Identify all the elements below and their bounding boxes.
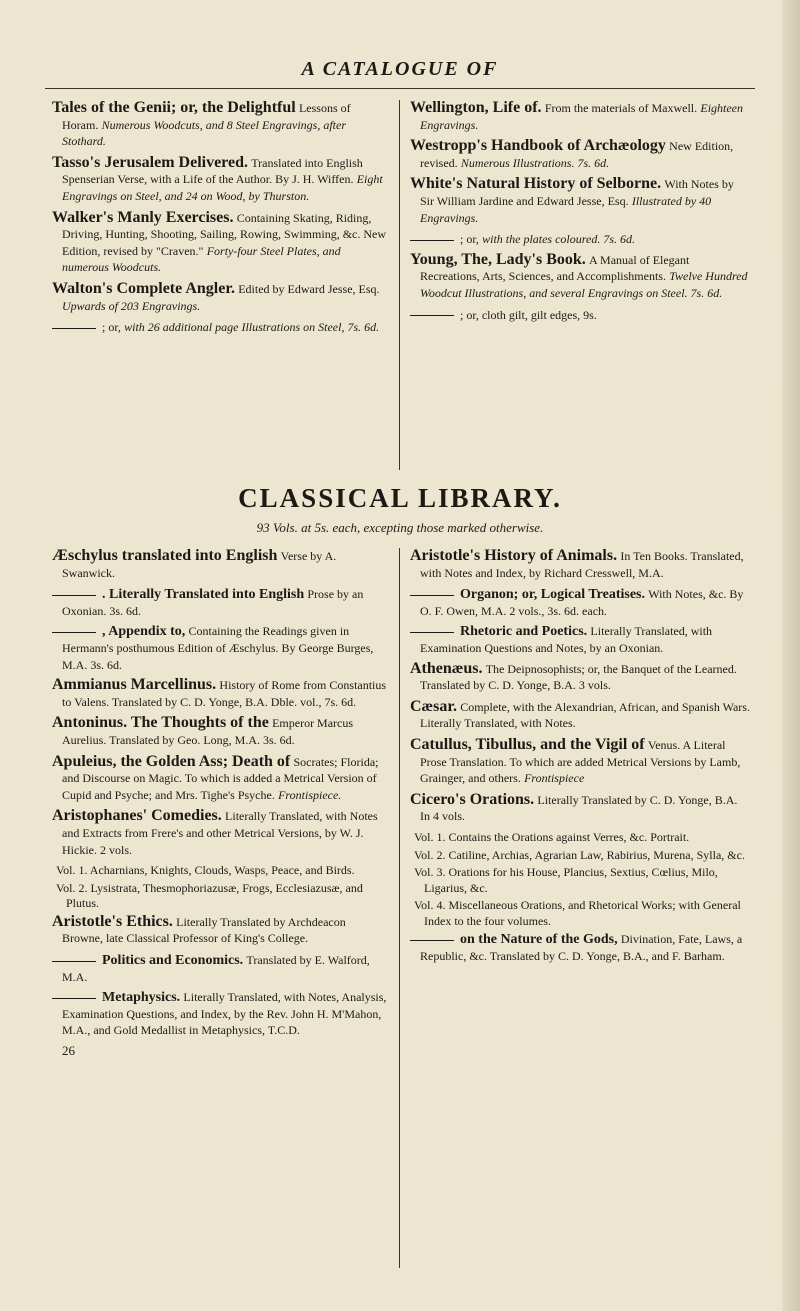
entry-text: Prose by an Oxonian. 3s. 6d.: [62, 587, 364, 618]
entry-text: Translated by E. Walford, M.A.: [62, 953, 370, 984]
ditto-rule: [410, 940, 454, 941]
ditto-rule: [410, 240, 454, 241]
entry-subtitle: . Literally Translated into English: [102, 587, 305, 603]
entry-illustrations: Upwards of 203 Engravings.: [62, 298, 201, 313]
classical-right-column: [410, 548, 750, 969]
catalogue-entry: [52, 100, 387, 150]
entry-illustrations: Numerous Illustrations. 7s. 6d.: [460, 155, 610, 170]
entry-text: Socrates; Florida; and Discourse on Magic. To which is added a Metrical Version of Cupid and Psyche; and Mrs. Tighe's Psyche.: [62, 754, 379, 802]
ditto-rule: [52, 595, 96, 596]
catalogue-entry: [410, 792, 750, 825]
catalogue-entry: [410, 737, 750, 787]
entry-text: Literally Translated, with Notes, Analysis, Examination Questions, and Index, by the Rev. John H. M'Mahon, M.A., and Gold Medallist in Metaphysics, T.C.D.: [62, 990, 387, 1038]
column-divider-bottom: [399, 548, 400, 1268]
catalogue-entry: [410, 252, 750, 302]
entry-text: With Notes by Sir William Jardine and Edward Jesse, Esq.: [420, 177, 734, 208]
entry-text: Literally Translated, with Notes and Extracts from Frere's and other Metrical Versions, by W. J. Hickie. 2 vols.: [62, 809, 378, 857]
ditto-rule: [52, 328, 96, 329]
entry-text: Verse by A. Swanwick.: [62, 549, 337, 580]
entry-text: Containing the Readings given in Hermann's posthumous Edition of Æschylus. By George Burges, M.A. 3s. 6d.: [62, 624, 374, 672]
catalogue-entry: [52, 623, 387, 673]
entry-text: Edited by Edward Jesse, Esq.: [238, 281, 380, 296]
entry-subtitle: on the Nature of the Gods,: [460, 932, 618, 948]
entry-text: Emperor Marcus Aurelius. Translated by Geo. Long, M.A. 3s. 6d.: [62, 716, 354, 747]
catalogue-entry: [410, 231, 750, 248]
classical-left-column: [52, 548, 387, 1059]
catalogue-entry: [52, 754, 387, 804]
entry-title: Tales of the Genii; or, the Delightful: [52, 99, 296, 116]
entry-text: Literally Translated by C. D. Yonge, B.A. In 4 vols.: [420, 792, 738, 824]
entry-text: A Manual of Elegant Recreations, Arts, Sciences, and Accomplishments.: [420, 252, 690, 284]
entry-title: Cæsar.: [410, 697, 457, 715]
entry-illustrations: Numerous Woodcuts, and 8 Steel Engravings, after Stothard.: [62, 117, 347, 149]
volume-line: Vol. 2. Lysistrata, Thesmophoriazusæ, Frogs, Ecclesiazusæ, and Plutus.: [56, 880, 363, 911]
entry-title: Aristotle's Ethics.: [52, 912, 173, 930]
catalogue-entry: [52, 952, 387, 985]
catalogue-entry: [410, 548, 750, 581]
entry-title: Young, The, Lady's Book.: [410, 250, 586, 268]
catalogue-entry: [52, 210, 387, 276]
volume-line: Vol. 3. Orations for his House, Plancius, Sextius, Cœlius, Milo, Ligarius, &c.: [414, 865, 718, 895]
entry-text: In Ten Books. Translated, with Notes and Index, by Richard Cresswell, M.A.: [420, 549, 744, 580]
entry-text: Lessons of Horam.: [62, 101, 351, 132]
entry-text: Translated into English Spenserian Verse, with a Life of the Author. By J. H. Wiffen.: [62, 155, 363, 187]
entry-subtitle: Rhetoric and Poetics.: [460, 624, 588, 640]
ditto-rule: [52, 998, 96, 999]
entry-title: Æschylus translated into English: [52, 547, 278, 564]
entry-illustrations: Forty-four Steel Plates, and numerous Woodcuts.: [62, 243, 341, 275]
catalogue-entry: [52, 586, 387, 619]
section-note: 93 Vols. at 5s. each, excepting those marked otherwise.: [256, 520, 544, 535]
entry-title: Ammianus Marcellinus.: [52, 676, 217, 694]
section-title: CLASSICAL LIBRARY.: [238, 483, 562, 513]
entry-title: Walker's Manly Exercises.: [52, 208, 234, 226]
catalogue-entry: [52, 548, 387, 581]
catalogue-entry: [52, 715, 387, 748]
entry-illustrations: Eighteen Engravings.: [420, 101, 744, 132]
entry-title: Aristophanes' Comedies.: [52, 807, 222, 825]
column-divider-top: [399, 100, 400, 470]
entry-title: Aristotle's History of Animals.: [410, 547, 618, 564]
entry-illustrations: Frontispiece.: [278, 787, 342, 802]
entry-text: Literally Translated by Archdeacon Browne, late Classical Professor of King's College.: [62, 914, 346, 946]
catalogue-entry: [410, 307, 750, 324]
ditto-rule: [410, 595, 454, 596]
volume-line: Vol. 1. Contains the Orations against Verres, &c. Portrait.: [414, 829, 690, 844]
entry-illustrations: Twelve Hundred Woodcut Illustrations, and several Engravings on Steel. 7s. 6d.: [420, 269, 748, 300]
ditto-rule: [410, 315, 454, 316]
entry-illustrations: with 26 additional page Illustrations on Steel, 7s. 6d.: [124, 320, 380, 335]
page-edge: [782, 0, 800, 1311]
ditto-rule: [52, 961, 96, 962]
entry-text: Complete, with the Alexandrian, African, and Spanish Wars. Literally Translated, with Notes.: [420, 699, 750, 731]
top-right-column: [410, 100, 750, 327]
entry-title: White's Natural History of Selborne.: [410, 175, 662, 193]
volume-line: Vol. 4. Miscellaneous Orations, and Rhetorical Works; with General Index to the four volumes.: [414, 898, 741, 928]
entry-text: ; or,: [102, 320, 121, 335]
entry-illustrations: Frontispiece: [524, 771, 585, 786]
entry-text: ; or, cloth gilt, gilt edges, 9s.: [460, 307, 597, 322]
page-number: 26: [62, 1043, 75, 1059]
entry-text: Divination, Fate, Laws, a Republic, &c. Translated by C. D. Yonge, B.A., and F. Barham.: [420, 932, 743, 964]
catalogue-entry: [52, 155, 387, 205]
header-rule: [45, 88, 755, 89]
entry-text: Venus. A Literal Prose Translation. To which are added Metrical Versions by Lamb, Grainger, and others.: [420, 737, 741, 786]
entry-text: From the materials of Maxwell.: [544, 101, 698, 115]
top-left-column: [52, 100, 387, 340]
catalogue-entry: [410, 586, 750, 619]
catalogue-entry: [410, 699, 750, 732]
entry-subtitle: Organon; or, Logical Treatises.: [460, 587, 645, 603]
catalogue-entry: [410, 176, 750, 226]
entry-subtitle: Politics and Economics.: [102, 953, 244, 969]
entry-illustrations: Illustrated by 40 Engravings.: [420, 193, 712, 225]
ditto-rule: [410, 632, 454, 633]
entry-title: Westropp's Handbook of Archæology: [410, 137, 666, 155]
catalogue-entry: [410, 931, 750, 964]
catalogue-entry: [410, 138, 750, 171]
entry-title: Apuleius, the Golden Ass; Death of: [52, 752, 291, 770]
entry-text: Literally Translated, with Examination Questions and Notes, by an Oxonian.: [420, 624, 713, 655]
catalogue-entry: [52, 281, 387, 314]
entry-title: Wellington, Life of.: [410, 99, 542, 116]
catalogue-entry: [52, 808, 387, 858]
volume-line: Vol. 2. Catiline, Archias, Agrarian Law, Rabirius, Murena, Sylla, &c.: [414, 847, 745, 862]
entry-title: Cicero's Orations.: [410, 790, 535, 808]
catalogue-entry: [410, 661, 750, 694]
entry-text: History of Rome from Constantius to Valens. Translated by C. D. Yonge, B.A. Dble. vol., 7s. 6d.: [62, 678, 387, 709]
entry-subtitle: Metaphysics.: [102, 990, 181, 1006]
catalogue-entry: [52, 914, 387, 947]
entry-illustrations: with the plates coloured. 7s. 6d.: [482, 232, 635, 247]
entry-text: With Notes, &c. By O. F. Owen, M.A. 2 vols., 3s. 6d. each.: [420, 587, 744, 618]
catalogue-entry: [52, 677, 387, 710]
entry-title: Athenæus.: [410, 659, 483, 677]
entry-text: The Deipnosophists; or, the Banquet of the Learned. Translated by C. D. Yonge, B.A. 3 vols.: [420, 661, 737, 693]
catalogue-entry: [410, 100, 750, 133]
entry-title: Catullus, Tibullus, and the Vigil of: [410, 735, 645, 753]
page-header: A CATALOGUE OF: [301, 58, 499, 80]
catalogue-entry: [410, 623, 750, 656]
entry-subtitle: , Appendix to,: [102, 624, 186, 640]
entry-text: ; or,: [460, 232, 479, 247]
entry-title: Antoninus. The Thoughts of the: [52, 714, 269, 732]
entry-text: Containing Skating, Riding, Driving, Hunting, Shooting, Sailing, Rowing, Swimming, &c. New Edition, revised by "Craven.": [62, 210, 387, 258]
volume-line: Vol. 1. Acharnians, Knights, Clouds, Wasps, Peace, and Birds.: [56, 863, 355, 878]
ditto-rule: [52, 632, 96, 633]
catalogue-entry: [52, 989, 387, 1039]
entry-text: New Edition, revised.: [420, 139, 734, 170]
catalogue-entry: [52, 319, 387, 336]
entry-illustrations: Eight Engravings on Steel, and 24 on Wood, by Thurston.: [62, 172, 383, 203]
entry-title: Walton's Complete Angler.: [52, 279, 235, 297]
entry-title: Tasso's Jerusalem Delivered.: [52, 153, 248, 171]
